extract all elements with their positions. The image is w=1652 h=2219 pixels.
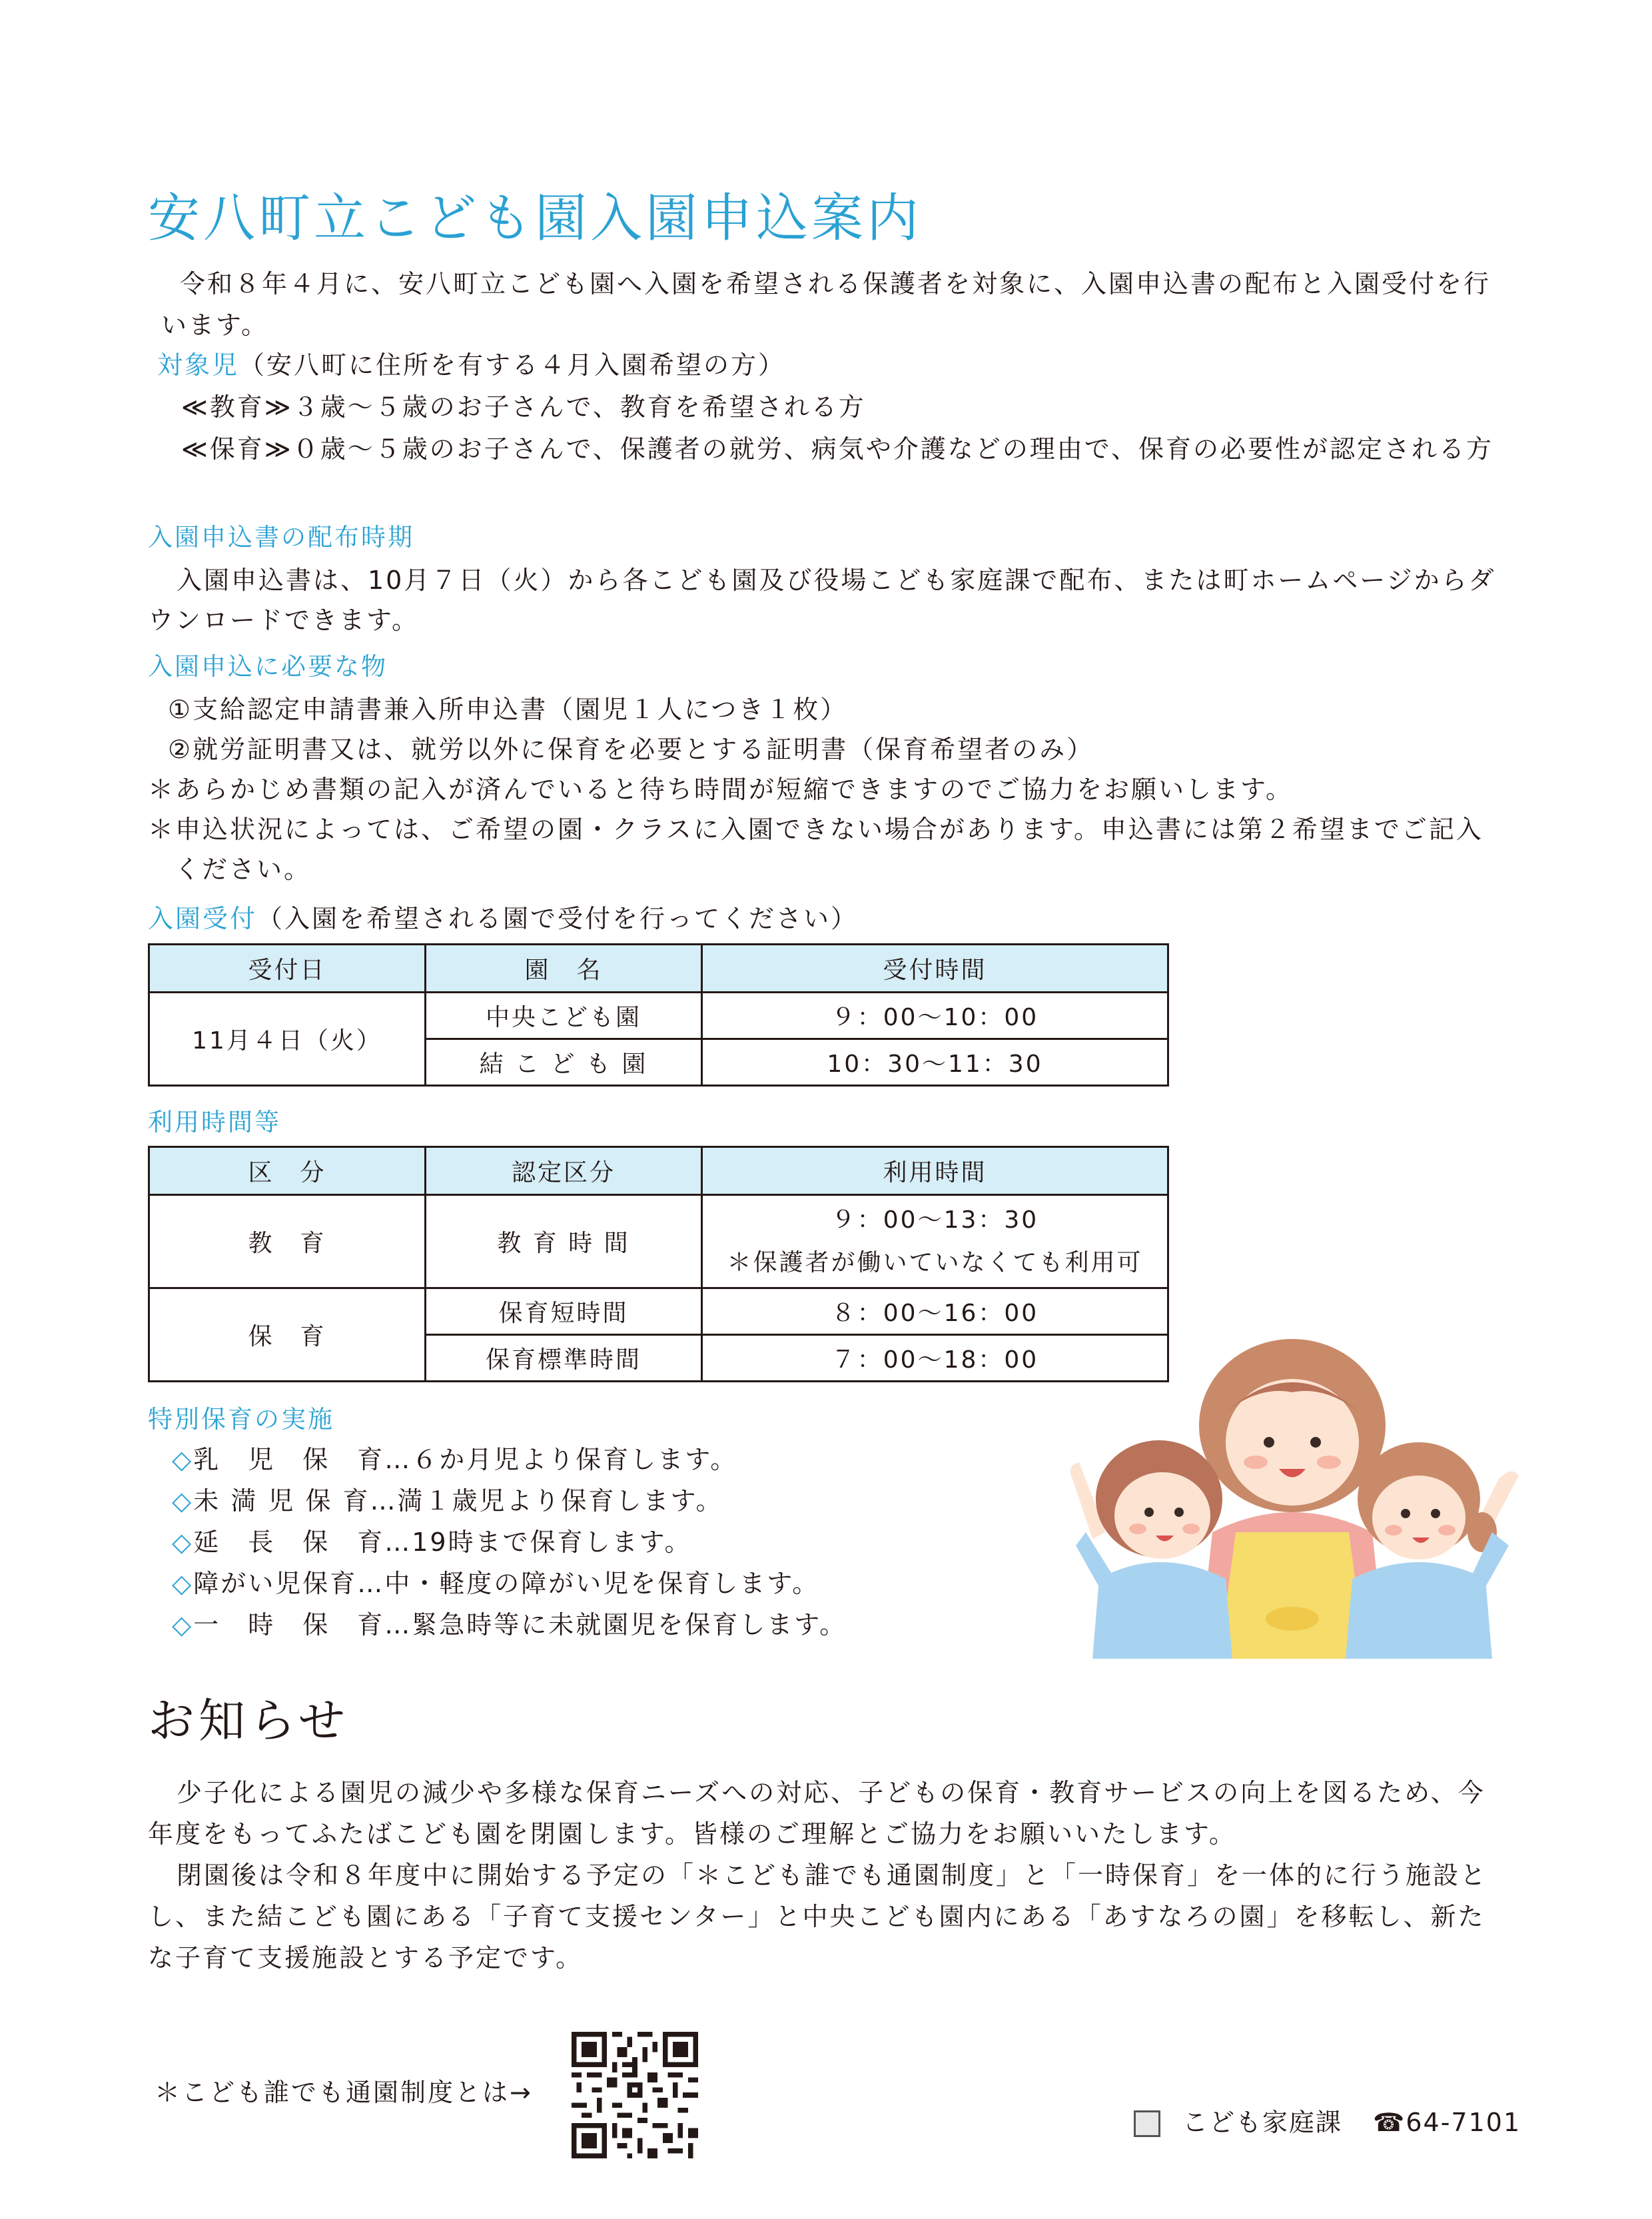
- reception-heading: 入園受付: [148, 904, 258, 933]
- diamond-icon: ◇: [172, 1569, 194, 1598]
- notice-p1b: 年度をもってふたばこども園を閉園します。皆様のご理解とご協力をお願いいたします。: [148, 1819, 1236, 1849]
- usage-header-cert: 認定区分: [426, 1147, 702, 1195]
- usage-hoiku-time: ７：00～18：00: [702, 1335, 1168, 1382]
- reception-header-time: 受付時間: [702, 945, 1168, 993]
- required-note2b: ください。: [175, 855, 312, 884]
- usage-kyoiku-cert: 教 育 時 間: [426, 1195, 702, 1288]
- footer-dept: こども家庭課: [1182, 2108, 1343, 2137]
- reception-school: 結 こ ど も 園: [426, 1039, 702, 1086]
- usage-hoiku-cert: 保育標準時間: [426, 1335, 702, 1382]
- reception-school: 中央こども園: [426, 993, 702, 1039]
- special-item: [172, 1604, 847, 1645]
- usage-kyoiku-note: ＊保護者が働いていなくても利用可: [727, 1248, 1143, 1276]
- special-item-text: 乳 児 保 育…６か月児より保育します。: [193, 1445, 738, 1474]
- reception-heading-line: [148, 898, 858, 939]
- special-item: [172, 1439, 847, 1480]
- target-label: 対象児: [157, 350, 240, 380]
- footer-phone: 64-7101: [1406, 2108, 1521, 2137]
- diamond-icon: ◇: [172, 1528, 194, 1557]
- children-illustration: [1059, 1332, 1525, 1659]
- special-list: [172, 1439, 847, 1645]
- diamond-icon: ◇: [172, 1486, 194, 1516]
- page-title: 安八町立こども園入園申込案内: [148, 189, 923, 248]
- target-hoiku: ≪保育≫０歳～５歳のお子さんで、保護者の就労、病気や介護などの理由で、保育の必要性が認定される方: [181, 434, 1494, 464]
- usage-hoiku-label: 保 育: [149, 1288, 426, 1382]
- distribution-line2: ウンロードできます。: [148, 606, 419, 635]
- target-kyoiku: ≪教育≫３歳～５歳のお子さんで、教育を希望される方: [181, 392, 866, 422]
- special-item-text: 未 満 児 保 育…満１歳児より保育します。: [193, 1486, 723, 1516]
- diamond-icon: ◇: [172, 1445, 194, 1474]
- diamond-icon: ◇: [172, 1610, 194, 1639]
- notice-p2b: し、また結こども園にある「子育て支援センター」と中央こども園内にある「あすなろの園」を移転し、新た: [148, 1902, 1485, 1931]
- usage-table: [148, 1146, 1169, 1382]
- reception-date: 11月４日（火）: [149, 993, 426, 1086]
- required-heading: 入園申込に必要な物: [148, 652, 388, 681]
- qr-code[interactable]: [572, 2032, 698, 2158]
- usage-kyoiku-time: ９：00～13：30: [831, 1206, 1039, 1234]
- left-child-figure: [1070, 1440, 1232, 1659]
- usage-header-time: 利用時間: [702, 1147, 1168, 1195]
- usage-kyoiku-label: 教 育: [149, 1195, 426, 1288]
- intro-line2: います。: [161, 310, 268, 340]
- required-note2a: ＊申込状況によっては、ご希望の園・クラスに入園できない場合があります。申込書には第２希望までご記入: [148, 815, 1483, 844]
- required-note1: ＊あらかじめ書類の記入が済んでいると待ち時間が短縮できますのでご協力をお願いします。: [148, 775, 1293, 804]
- reception-header-school: 園 名: [426, 945, 702, 993]
- notice-title: お知らせ: [148, 1693, 349, 1748]
- intro-line1: 令和８年４月に、安八町立こども園へ入園を希望される保護者を対象に、入園申込書の配布と入園受付を行: [180, 269, 1491, 298]
- special-item-text: 障がい児保育…中・軽度の障がい児を保育します。: [193, 1569, 820, 1598]
- reception-table: [148, 943, 1169, 1087]
- special-item-text: 一 時 保 育…緊急時等に未就園児を保育します。: [193, 1610, 847, 1639]
- special-heading: 特別保育の実施: [148, 1405, 334, 1434]
- reception-header-date: 受付日: [149, 945, 426, 993]
- required-item2: ②就労証明書又は、就労以外に保育を必要とする証明書（保育希望者のみ）: [168, 735, 1094, 764]
- usage-hoiku-cert: 保育短時間: [426, 1288, 702, 1335]
- usage-hoiku-time: ８：00～16：00: [702, 1288, 1168, 1335]
- notice-p1a: 少子化による園児の減少や多様な保育ニーズへの対応、子どもの保育・教育サービスの向上を図るため、今: [177, 1778, 1485, 1807]
- footer-contact: [1182, 2102, 1521, 2143]
- qr-label: ＊こども誰でも通園制度とは→: [155, 2078, 533, 2107]
- reception-time: 10：30～11：30: [702, 1039, 1168, 1086]
- usage-kyoiku-time-cell: [702, 1195, 1168, 1288]
- reception-time: ９：00～10：00: [702, 993, 1168, 1039]
- special-item-text: 延 長 保 育…19時まで保育します。: [193, 1528, 692, 1557]
- notice-p2c: な子育て支援施設とする予定です。: [148, 1943, 583, 1973]
- phone-icon: ☎: [1373, 2108, 1406, 2137]
- building-icon: [1134, 2110, 1160, 2137]
- distribution-heading: 入園申込書の配布時期: [148, 523, 414, 552]
- special-item: [172, 1480, 847, 1522]
- notice-p2a: 閉園後は令和８年度中に開始する予定の「＊こども誰でも通園制度」と「一時保育」を一体的に行う施設と: [177, 1861, 1488, 1890]
- required-item1: ①支給認定申請書兼入所申込書（園児１人につき１枚）: [168, 695, 848, 724]
- reception-desc: （入園を希望される園で受付を行ってください）: [257, 904, 859, 933]
- distribution-line1: 入園申込書は、10月７日（火）から各こども園及び役場こども家庭課で配布、または町ホームページからダ: [177, 566, 1496, 595]
- usage-header-category: 区 分: [149, 1147, 426, 1195]
- target-desc: （安八町に住所を有する４月入園希望の方）: [239, 350, 786, 380]
- special-item: [172, 1522, 847, 1563]
- usage-heading: 利用時間等: [148, 1108, 281, 1136]
- special-item: [172, 1563, 847, 1604]
- target-line: [157, 344, 785, 386]
